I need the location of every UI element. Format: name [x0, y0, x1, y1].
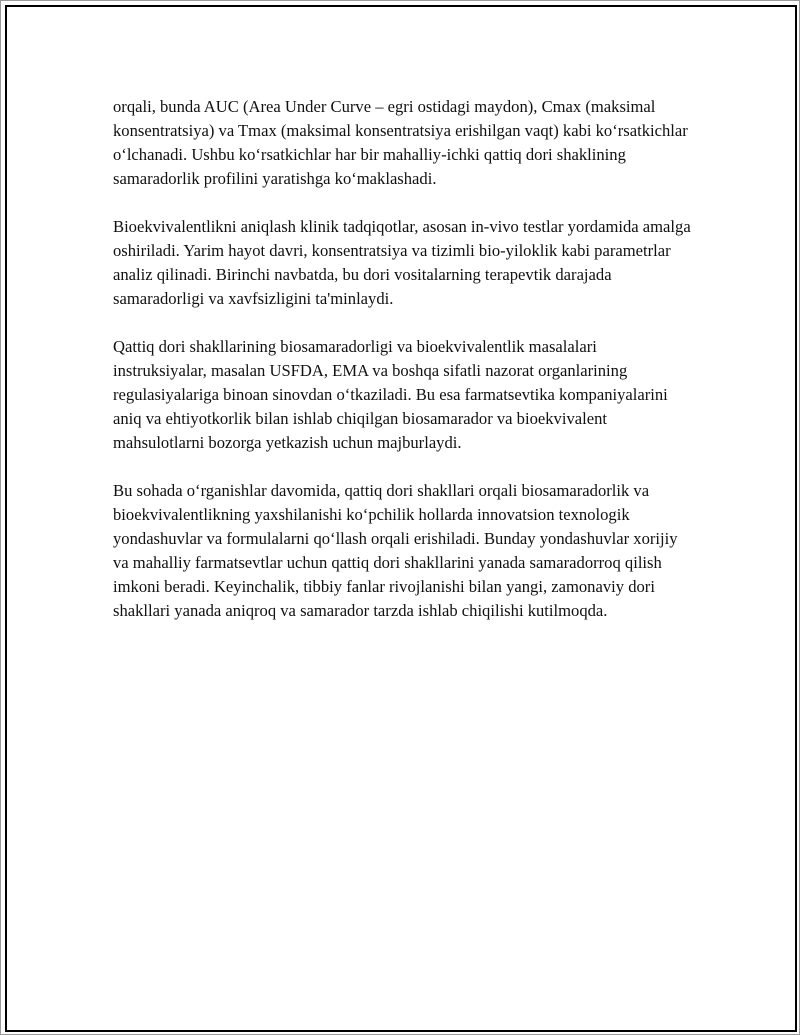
paragraph-bioequivalence: Bioekvivalentlikni aniqlash klinik tadqiqotlar, asosan in-vivo testlar yordamida amalga oshiriladi. Yarim hayot davri, konsentratsiya va tizimli bio-yiloklik kabi parametrlar analiz qilinadi. Birinchi navbatda, bu dori vositalarning terapevtik darajada samaradorligi va xavfsizligini ta'minlaydi. — [113, 217, 691, 308]
document-body — [113, 95, 693, 647]
paragraph-innovation: Bu sohada o‘rganishlar davomida, qattiq dori shakllari orqali biosamaradorlik va bioekvivalentlikning yaxshilanishi ko‘pchilik hollarda innovatsion texnologik yondashuvlar va formulalarni qo‘llash orqali erishiladi. Bunday yondashuvlar xorijiy va mahalliy farmatsevtlar uchun qattiq dori shakllarini yanada samaradorroq qilish imkoni beradi. Keyinchalik, tibbiy fanlar rivojlanishi bilan yangi, zamonaviy dori shakllari yanada aniqroq va samarador tarzda ishlab chiqilishi kutilmoqda. — [113, 481, 678, 620]
paragraph-regulation: Qattiq dori shakllarining biosamaradorligi va bioekvivalentlik masalalari instruksiyalar, masalan USFDA, EMA va boshqa sifatli nazorat organlarining regulasiyalariga binoan sinovdan o‘tkaziladi. Bu esa farmatsevtika kompaniyalarini aniq va ehtiyotkorlik bilan ishlab chiqilgan biosamarador va bioekvivalent mahsulotlarni bozorga yetkazish uchun majburlaydi. — [113, 337, 668, 452]
paragraph-pk-parameters: orqali, bunda AUC (Area Under Curve – egri ostidagi maydon), Cmax (maksimal konsentratsiya) va Tmax (maksimal konsentratsiya erishilgan vaqt) kabi ko‘rsatkichlar o‘lchanadi. Ushbu ko‘rsatkichlar har bir mahalliy-ichki qattiq dori shaklining samaradorlik profilini yaratishga ko‘maklashadi. — [113, 97, 688, 188]
